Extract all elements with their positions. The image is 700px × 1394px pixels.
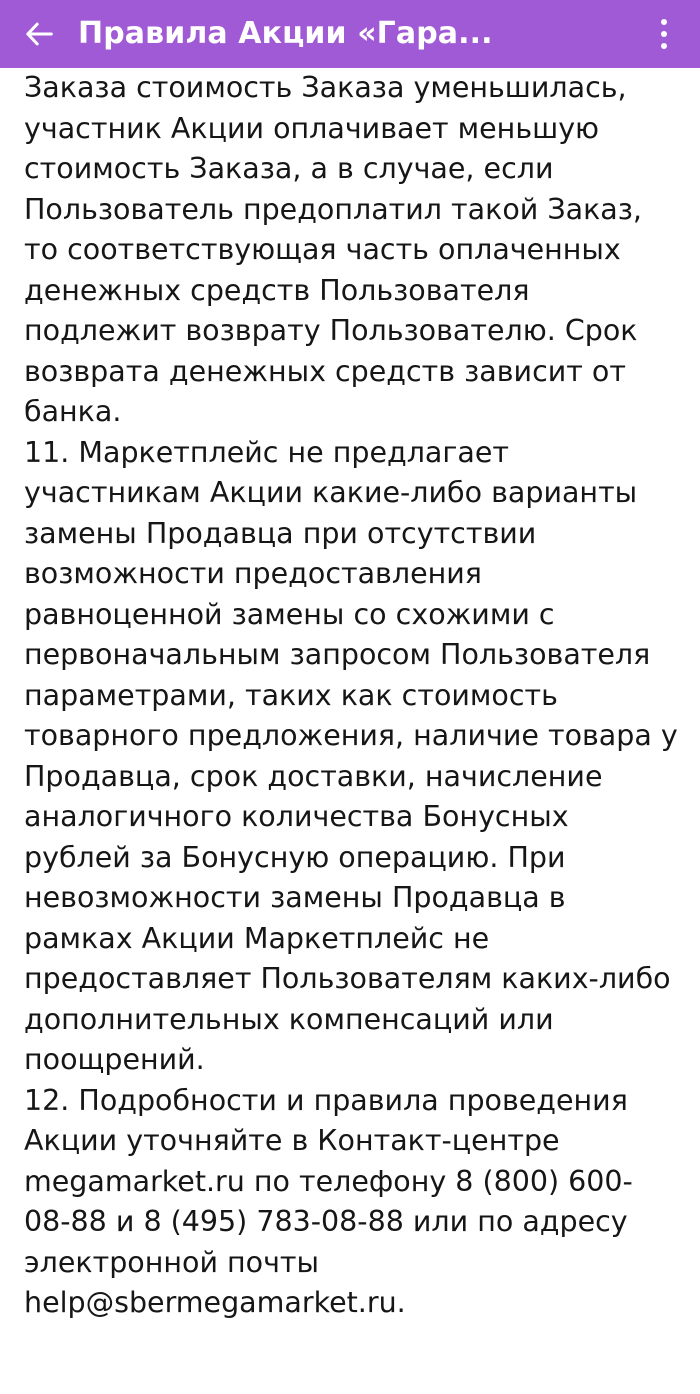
more-vertical-icon-dot-3 bbox=[661, 43, 667, 49]
back-button[interactable] bbox=[18, 12, 62, 56]
page-title: Правила Акции «Гара... bbox=[78, 17, 493, 51]
app-bar bbox=[0, 0, 700, 68]
document-paragraph: 12. Подробности и правила проведения Акции уточняйте в Контакт-центре megamarket.ru по телефону 8 (800) 600-08-88 и 8 (495) 783-08-88 или по адресу электронной почты help@sbermegamarket.ru. bbox=[24, 1083, 633, 1319]
document-body bbox=[24, 68, 678, 1324]
more-vertical-icon-dot-2 bbox=[661, 31, 667, 37]
document-paragraph: Заказа стоимость Заказа уменьшилась, участник Акции оплачивает меньшую стоимость Заказа, а в случае, если Пользователь предоплатил такой Заказ, то соответствующая часть оплаченных денежных средств Пользователя подлежит возврату Пользователю. Срок возврата денежных средств зависит от банка. bbox=[24, 71, 642, 428]
arrow-left-icon bbox=[23, 17, 57, 51]
more-vertical-icon-dot-1 bbox=[661, 19, 667, 25]
document-paragraph: 11. Маркетплейс не предлагает участникам Акции какие-либо варианты замены Продавца при отсутствии возможности предоставления равноценной замены со схожими с первоначальным запросом Пользователя параметрами, таких как стоимость товарного предложения, наличие товара у Продавца, срок доставки, начисление аналогичного количества Бонусных рублей за Бонусную операцию. При невозможности замены Продавца в рамках Акции Маркетплейс не предоставляет Пользователям каких-либо дополнительных компенсаций или поощрений. bbox=[24, 435, 678, 1076]
overflow-menu-button[interactable] bbox=[642, 12, 686, 56]
document-scroll-area[interactable] bbox=[0, 68, 700, 1394]
